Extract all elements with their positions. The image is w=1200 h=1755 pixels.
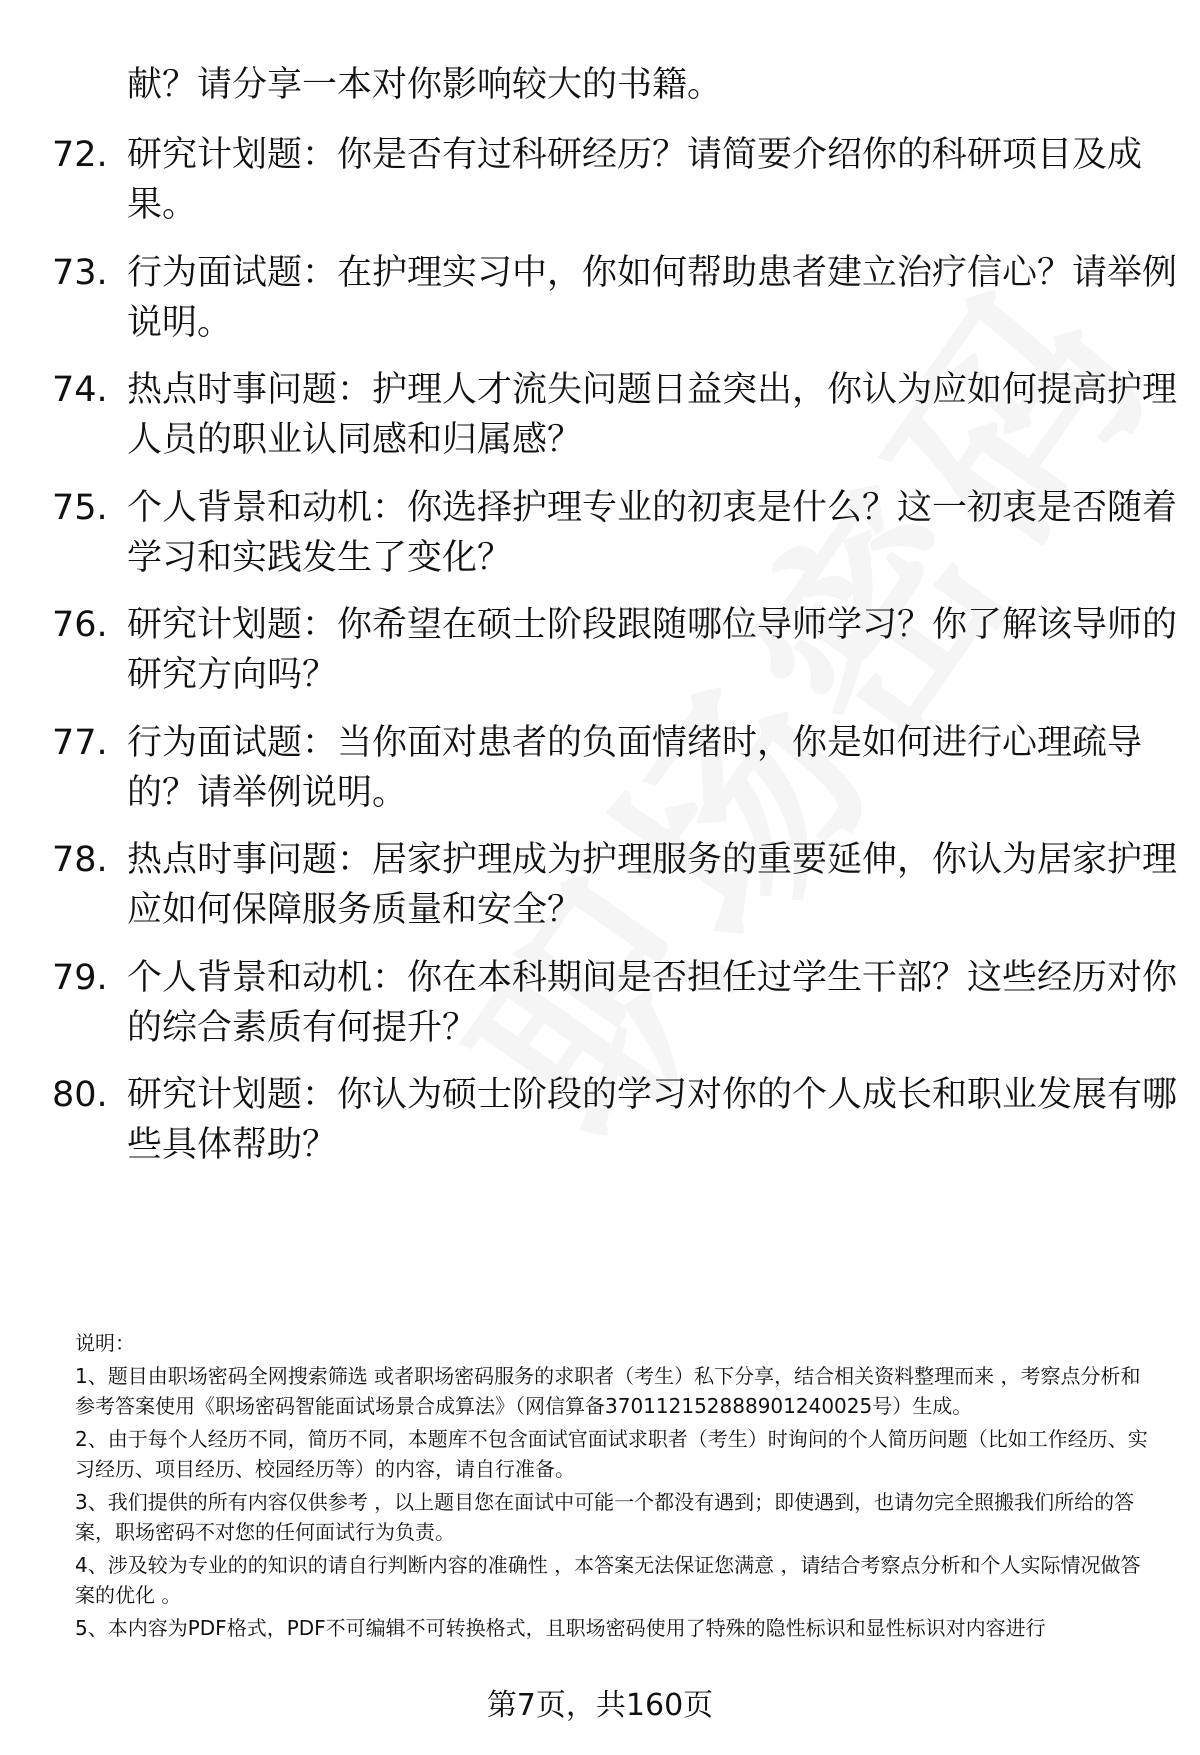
question-number: 80.: [52, 1075, 108, 1115]
question-number: 73.: [52, 253, 108, 293]
question-text: 热点时事问题：居家护理成为护理服务的重要延伸，你认为居家护理应如何保障服务质量和安全？: [127, 840, 1178, 930]
notes-title: 说明：: [75, 1331, 135, 1355]
question-text: 热点时事问题：护理人才流失问题日益突出，你认为应如何提高护理人员的职业认同感和归属感？: [127, 370, 1178, 460]
question-number: 79.: [52, 958, 108, 998]
page-number: 第7页，共160页: [486, 1688, 714, 1723]
question-number: 76.: [52, 605, 108, 645]
question-text: 个人背景和动机：你在本科期间是否担任过学生干部？这些经历对你的综合素质有何提升？: [127, 958, 1178, 1048]
question-text: 献？请分享一本对你影响较大的书籍。: [127, 65, 723, 105]
question-text: 个人背景和动机：你选择护理专业的初衷是什么？这一初衷是否随着学习和实践发生了变化？: [127, 488, 1178, 578]
note-item-4: 4、涉及较为专业的的知识的请自行判断内容的准确性 ，本答案无法保证您满意 ，请结合考察点分析和个人实际情况做答案的优化 。: [75, 1553, 1141, 1607]
question-text: 研究计划题：你是否有过科研经历？请简要介绍你的科研项目及成果。: [127, 135, 1143, 225]
note-item-1: 1、题目由职场密码全网搜索筛选 或者职场密码服务的求职者（考生）私下分享，结合相关资料整理而来 ，考察点分析和参考答案使用《职场密码智能面试场景合成算法》（网信算备370112152888901240025号）生成。: [75, 1364, 1141, 1418]
question-number: 78.: [52, 840, 108, 880]
question-text: 行为面试题：当你面对患者的负面情绪时，你是如何进行心理疏导的？请举例说明。: [127, 723, 1143, 813]
question-number: 77.: [52, 723, 108, 763]
question-number: 72.: [52, 135, 108, 175]
question-number: 74.: [52, 370, 108, 410]
question-text: 研究计划题：你认为硕士阶段的学习对你的个人成长和职业发展有哪些具体帮助？: [127, 1075, 1178, 1165]
notes-section: [75, 1328, 1160, 1646]
note-item-3: 3、我们提供的所有内容仅供参考 ，以上题目您在面试中可能一个都没有遇到；即使遇到，也请勿完全照搬我们所给的答案，职场密码不对您的任何面试行为负责。: [75, 1490, 1135, 1544]
note-item-5: 5、本内容为PDF格式，PDF不可编辑不可转换格式，且职场密码使用了特殊的隐性标识和显性标识对内容进行: [75, 1616, 1046, 1640]
question-number: 75.: [52, 488, 108, 528]
note-item-2: 2、由于每个人经历不同，简历不同，本题库不包含面试官面试求职者（考生）时询问的个人简历问题（比如工作经历、实习经历、项目经历、校园经历等）的内容，请自行准备。: [75, 1427, 1148, 1481]
question-text: 行为面试题：在护理实习中，你如何帮助患者建立治疗信心？请举例说明。: [127, 253, 1178, 343]
question-text: 研究计划题：你希望在硕士阶段跟随哪位导师学习？你了解该导师的研究方向吗？: [127, 605, 1178, 695]
